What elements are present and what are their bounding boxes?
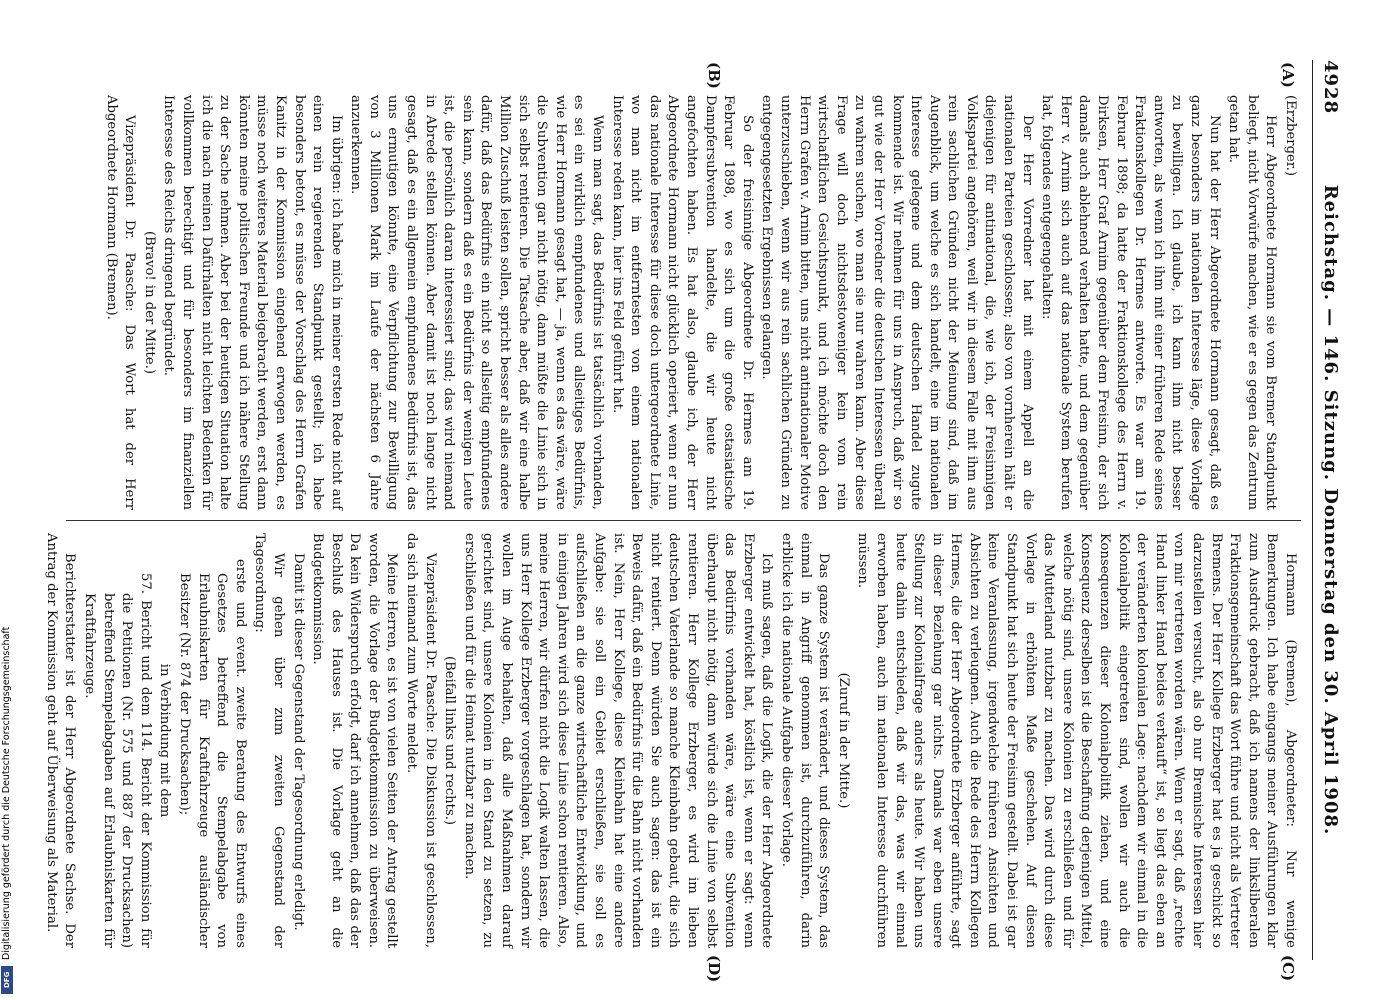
paragraph: Damit ist dieser Gegenstand der Tagesordnung erledigt.	[290, 553, 306, 931]
interjection: (Zuruf in der Mitte.)	[835, 672, 851, 809]
agenda-connector: in Verbindung mit dem	[157, 663, 173, 818]
paragraph: Das ganze System ist verändert, und dieses System, das einmal in Angriff genommen ist, durchzuführen, darin erblicke ich die nationale Aufgabe dieser Vorlage.	[778, 533, 832, 948]
paragraph: Ich muß sagen, daß die Logik, die der Herr Abgeordnete Erzberger entwickelt hat, köstlich ist, wenn er sagt: wenn das Bedürfnis vorhanden wäre, wäre eine Subvention überhaupt nicht nötig, dann würde sich die Linie von selbst rentieren. Herr Kollege Erzberger, es wird im lieben deutschen Vaterlande so manche Kleinbahn gebaut, die sich nicht rentiert. Denn würden Sie auch sagen: das ist ein Beweis dafür, daß ein Bedürfnis für die Bahn nicht vorhanden ist. Nein, Herr Kollege, diese Kleinbahn hat eine andere Aufgabe: sie soll ein Gebiet erschließen, sie soll es aufschließen an die ganze wirtschaftliche Entwicklung, und in einigen Jahren wird sich diese Linie schon rentieren. Also, meine Herren, wir dürfen nicht die Logik walten lassen, die uns Herr Kollege Erzberger vorgeschlagen hat, sondern wir wollen im Auge behalten, daß alle Maßnahmen darauf gerichtet sind, unsere Kolonien in den Stand zu setzen, zu erschließen und für die Heimat nutzbar zu machen.	[461, 533, 775, 948]
margin-mark-d: (D)	[705, 955, 723, 983]
page-number: 4928	[1320, 60, 1341, 115]
margin-mark-b: (B)	[705, 62, 723, 89]
paragraph: Wir gehen über zum zweiten Gegenstand der Tagesordnung:	[252, 533, 286, 948]
paragraph: Im übrigen: ich habe mich in meiner ersten Rede nicht auf einen rein regierenden Standpunkt gestellt; ich habe besonders betont, es müsse der Vorschlag des Herrn Grafen Kanitz in der Kommission eingehend erwogen werden, es müsse noch weiteres Material beigebracht werden, erst dann könnten meine politischen Freunde und ich nähere Stellung zu der Sache nehmen. Aber bei der heutigen Situation halte ich die nach meinen Dafürhalten nicht leichten Bedenken für vollkommen berechtigt und für besonders im finanziellen Interesse des Reichs dringend begründet.	[161, 95, 344, 510]
interjection: (Bravo! in der Mitte.)	[141, 231, 157, 374]
funding-note: Digitalisierung gefördert durch die Deutsche Forschungsgemeinschaft	[1, 626, 12, 960]
paragraph: Meine Herren, es ist von vielen Seiten der Antrag gestellt worden, die Vorlage der Budgetkommission zu überweisen. Da kein Widerspruch erfolgt, darf ich annehmen, daß das der Beschluß des Hauses ist. Die Vorlage geht an die Budgetkommission.	[310, 533, 400, 948]
paragraph: Nun hat der Herr Abgeordnete Hormann gesagt, daß es ganz besonders im nationalen Interesse läge, diese Vorlage zu bewilligen. Ich glaube, ich kann ihm nicht besser antworten, als wenn ich ihm mit einer früheren Rede seines Fraktionskollegen Dr. Hermes antworte. Es war am 19. Februar 1898; da hatte der Fraktionskollege des Herrn v. Dirksen, Herr Graf Arnim gegenüber dem Freisinn, der sich damals auch ablehnend verhalten hatte, und dem gegenüber Herr v. Arnim sich auch auf das nationale System berufen hat, folgendes entgegengehalten:	[1039, 95, 1222, 510]
quoted-paragraph: Der Herr Vorredner hat mit einem Appell an die nationalen Parteien geschlossen; also von vornherein hält er diejenigen für antinational, die, wie ich, der Freisinnigen Volkspartei angehören, weil wir in diesem Falle mit ihm aus rein sachlichen Gründen nicht der Meinung sind, daß im Augenblick, um welche es sich handelt, eine im nationalen Interesse gelegene und dem deutschen Handel zugute kommende ist. Wir nehmen für uns in Anspruch, daß wir so gut wie der Herr Vorredner die deutschen Interessen überall zu wahren suchen, wo man sie nur wahren kann. Aber diese Frage will doch nichtsdestoweniger kein vom rein wirtschaftlichen Gesichtspunkt, und ich möchte doch den Herrn Grafen v. Arnim bitten, uns nicht antinationaler Motive unterzuschieben, wenn wir aus rein sachlichen Gründen zu entgegengesetzten Ergebnissen gelangen.	[759, 95, 1035, 510]
paragraph: Vizepräsident Dr. Paasche: Das Wort hat der Herr Abgeordnete Hormann (Bremen).	[103, 95, 138, 510]
digitization-sidebar	[0, 0, 14, 1000]
paragraph: Vizepräsident Dr. Paasche: Die Diskussion ist geschlossen, da sich niemand zum Worte meldet.	[404, 533, 438, 948]
margin-mark-a: (A)	[1279, 62, 1297, 88]
interjection: (Beifall links und rechts.)	[442, 655, 458, 826]
paragraph: Wenn man sagt, das Bedürfnis ist tatsächlich vorhanden, es sei ein wirklich empfundenes und allseitiges Bedürfnis, wie Herr Hormann gesagt hat, — ja, wenn es das wäre, wäre die Subvention gar nicht nötig, dann müßte die Linie sich in sich selbst rentieren. Die Tatsache aber, daß wir eine halbe Million Zuschuß leisten sollen, spricht besser als alles andere dafür, daß das Bedürfnis ein nicht so allseitig empfundenes sein kann, sondern daß es ein Bedürfnis der wenigen Leute ist, die persönlich daran interessiert sind; das wird niemand in Abrede stellen können. Aber damit ist noch lange nicht gesagt, daß es ein allgemein empfundenes Bedürfnis ist, das uns ermutigen könnte, eine Verpflichtung zur Bewilligung von 3 Millionen Mark im Laufe der nächsten 6 Jahre anzuerkennen.	[348, 95, 606, 510]
column-divider	[66, 520, 1301, 521]
paragraph: Herr Abgeordnete Hormann sie vom Bremer Standpunkt beliegt, nicht Vorwürfe machen, wie er es gegen das Zentrum getan hat.	[1226, 95, 1279, 510]
paragraph: So der freisinnige Abgeordnete Dr. Hermes am 19. Februar 1898, wo es sich um die große ostasiatische Dampfersubvention handelte, die wir heute nicht angefochten haben. Es hat also, glaube ich, der Herr Abgeordnete Hormann nicht glücklich operiert, wenn er nun das nationale Interesse für diese doch untergeordnete Linie, wo man nicht im entferntesten von einem nationalen Interesse reden kann, hier ins Feld geführt hat.	[609, 95, 755, 510]
page-title: Reichstag. — 146. Sitzung. Donnerstag den 30. April 1908.	[1320, 184, 1341, 836]
page-header	[1312, 60, 1343, 960]
left-column	[69, 95, 1299, 510]
agenda-item: 57. Bericht und dem 114. Bericht der Kommission für die Petitionen (Nr. 575 und 887 der Drucksachen) betreffend Stempelabgaben auf Erlaubniskarten für Kraftfahrzeuge.	[82, 573, 153, 948]
speaker-tag: (Erzberger.)	[1283, 95, 1298, 177]
right-column	[43, 533, 1299, 948]
agenda-item: erste und event. zweite Beratung des Entwurfs eines Gesetzes betreffend die Stempelabgabe von Erlaubniskarten für Kraftfahrzeuge ausländischer Besitzer (Nr. 874 der Drucksachen);	[176, 559, 248, 948]
paragraph: Hormann (Bremen), Abgeordneter: Nur wenige Bemerkungen. Ich habe eingangs meiner Ausführungen klar zum Ausdruck gebracht, daß ich namens der linksliberalen Fraktionsgemeinschaft das Wort führe und nicht als Vertreter Bremens. Der Herr Kollege Erzberger hat es ja geschickt so darzustellen versucht, als ob nur Bremische Interessen hier von mir vertreten worden wären. Wenn er sagt, daß „rechte Hand linker Hand beides verkauft“ ist, so liegt das eben an der veränderten kolonialen Lage: nachdem wir einmal in die Kolonialpolitik eingetreten sind, wollen wir auch die Konsequenzen dieser Kolonialpolitik ziehen, und eine Konsequenz derselben ist die Beschaffung derjenigen Mittel, welche nötig sind, unsere Kolonien zu erschließen und für das Mutterland nutzbar zu machen. Das wird durch diese Vorlage in erhöhtem Maße geschehen. Auf diesen Standpunkt hat sich heute der Freisinn gestellt. Dabei ist gar keine Veranlassung, irgendwelche früheren Ansichten und Absichten zu verleugnen. Auch die Rede des Herrn Kollegen Hermes, die der Herr Abgeordnete Erzberger anführte, sagt in dieser Beziehung gar nichts. Damals war eben unsere Stellung zur Kolonialfrage anders als heute. Wir haben uns heute dahin entschieden, daß wir das, was wir einmal erworben haben, auch im nationalen Interesse durchführen müssen.	[855, 533, 1298, 948]
paragraph: Berichterstatter ist der Herr Abgeordnete Sachse. Der Antrag der Kommission geht auf Überweisung als Material.	[43, 533, 78, 948]
margin-mark-c: (C)	[1279, 955, 1297, 982]
dfg-logo: DFG	[1, 966, 13, 994]
